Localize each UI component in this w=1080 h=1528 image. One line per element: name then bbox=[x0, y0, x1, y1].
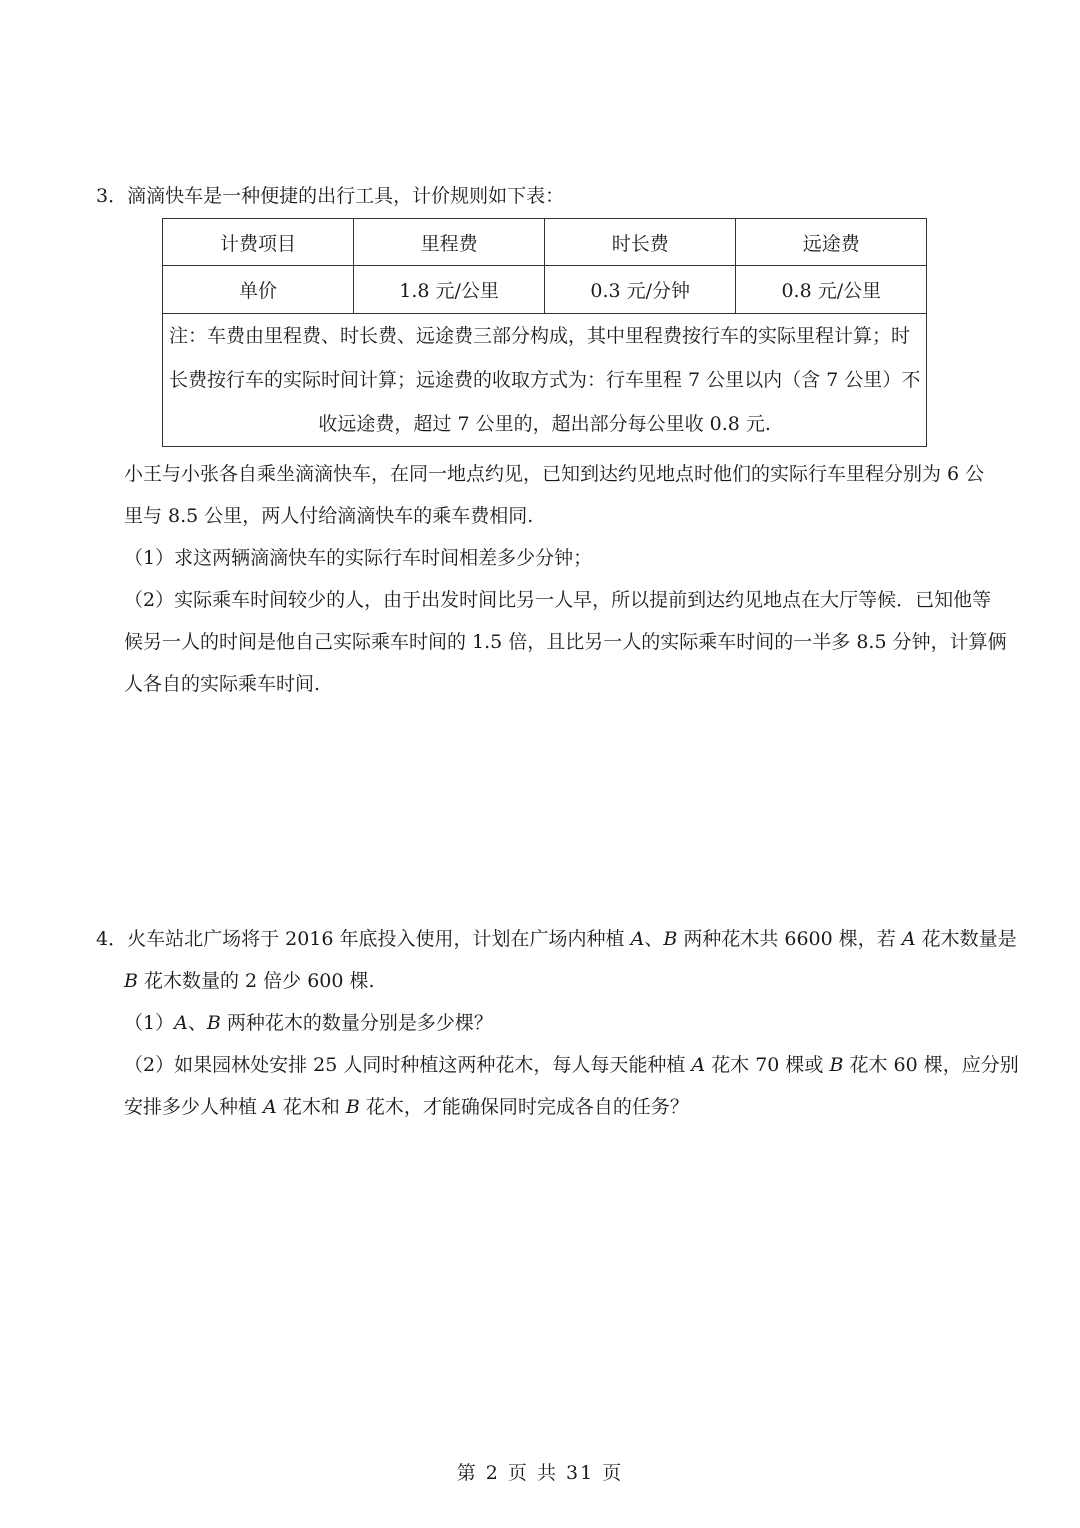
question-3-body-line: 里与 8.5 公里，两人付给滴滴快车的乘车费相同. bbox=[124, 505, 534, 527]
q4-text: 两种花木的数量分别是多少棵？ bbox=[220, 1012, 493, 1034]
var-b: B bbox=[663, 928, 678, 950]
q4-text: 火车站北广场将于 2016 年底投入使用，计划在广场内种植 bbox=[127, 928, 631, 950]
question-3-part-2-line: 候另一人的时间是他自己实际乘车时间的 1.5 倍，且比另一人的实际乘车时间的一半多 8.5 分钟，计算俩 bbox=[124, 631, 1007, 653]
fee-note-line: 收远途费，超过 7 公里的，超出部分每公里收 0.8 元. bbox=[318, 413, 771, 435]
fee-table-header-cell: 时长费 bbox=[545, 219, 736, 266]
var-b: B bbox=[345, 1096, 360, 1118]
question-4-part-2-line-1 bbox=[124, 1052, 1019, 1078]
question-3-part-2-line: （2）实际乘车时间较少的人，由于出发时间比另一人早，所以提前到达约见地点在大厅等候．已知他等 bbox=[124, 589, 992, 611]
question-4-line-2 bbox=[124, 968, 375, 994]
q4-text: （2）如果园林处安排 25 人同时种植这两种花木，每人每天能种植 bbox=[124, 1054, 692, 1076]
question-4-line-1 bbox=[96, 926, 1017, 952]
fee-table-cell: 单价 bbox=[163, 266, 354, 314]
page-number-footer: 第 2 页 共 31 页 bbox=[456, 1462, 624, 1484]
var-b: B bbox=[829, 1054, 844, 1076]
fee-table-note bbox=[163, 314, 927, 447]
question-3-intro bbox=[96, 183, 564, 209]
q4-text: 花木 60 棵，应分别 bbox=[843, 1054, 1019, 1076]
fee-table-header-cell: 计费项目 bbox=[163, 219, 354, 266]
question-4-part-1 bbox=[124, 1010, 493, 1036]
fee-table-header-cell: 里程费 bbox=[354, 219, 545, 266]
q4-text: 、 bbox=[644, 928, 664, 950]
fee-note-line: 长费按行车的实际时间计算；远途费的收取方式为：行车里程 7 公里以内（含 7 公里）不 bbox=[169, 369, 921, 391]
question-3-intro-text: 滴滴快车是一种便捷的出行工具，计价规则如下表： bbox=[127, 185, 565, 207]
question-3-number: 3． bbox=[96, 185, 128, 207]
fee-table-note-row bbox=[163, 314, 927, 447]
q4-text: 花木 70 棵或 bbox=[705, 1054, 830, 1076]
q4-text: 花木数量是 bbox=[915, 928, 1017, 950]
q4-text: 两种花木共 6600 棵，若 bbox=[677, 928, 902, 950]
question-3-part-2-line: 人各自的实际乘车时间. bbox=[124, 673, 321, 695]
q4-text: 花木，才能确保同时完成各自的任务？ bbox=[359, 1096, 689, 1118]
fee-table-header-row bbox=[163, 219, 927, 266]
var-a: A bbox=[174, 1012, 188, 1034]
var-a: A bbox=[901, 928, 916, 950]
fee-table-cell: 0.8 元/公里 bbox=[736, 266, 927, 314]
q4-text: 花木和 bbox=[276, 1096, 346, 1118]
question-4-part-2-line-2 bbox=[124, 1094, 689, 1120]
q4-text: （1） bbox=[124, 1012, 175, 1034]
question-4-number: 4． bbox=[96, 928, 128, 950]
var-b: B bbox=[124, 970, 138, 992]
fee-table bbox=[162, 218, 927, 447]
var-a: A bbox=[263, 1096, 277, 1118]
fee-table-cell: 0.3 元/分钟 bbox=[545, 266, 736, 314]
q4-text: 、 bbox=[187, 1012, 207, 1034]
var-b: B bbox=[206, 1012, 221, 1034]
q4-text: 花木数量的 2 倍少 600 棵. bbox=[137, 970, 375, 992]
question-3-part-1: （1）求这两辆滴滴快车的实际行车时间相差多少分钟； bbox=[124, 547, 593, 569]
fee-note-line: 注：车费由里程费、时长费、远途费三部分构成，其中里程费按行车的实际里程计算；时 bbox=[169, 325, 911, 347]
fee-table-cell: 1.8 元/公里 bbox=[354, 266, 545, 314]
var-a: A bbox=[691, 1054, 706, 1076]
fee-table-price-row bbox=[163, 266, 927, 314]
var-a: A bbox=[630, 928, 645, 950]
question-3-body-line: 小王与小张各自乘坐滴滴快车，在同一地点约见，已知到达约见地点时他们的实际行车里程分别为 6 公 bbox=[124, 463, 985, 485]
q4-text: 安排多少人种植 bbox=[124, 1096, 264, 1118]
fee-table-header-cell: 远途费 bbox=[736, 219, 927, 266]
